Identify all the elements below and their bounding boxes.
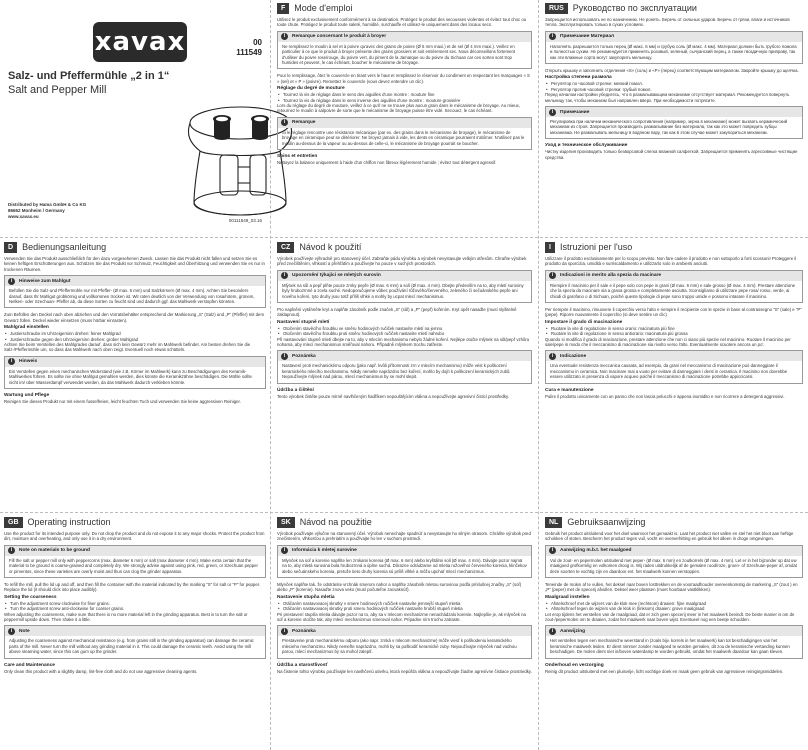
warning-note-box — [4, 356, 266, 389]
box-title: Poznámka — [292, 353, 316, 359]
box-body: Adjusting the coarseness against mechanical resistance (e.g. from grains still in the grinding apparatus) can damage the ceramic parts of the mill. Never turn the mill without any grinding material in it. This could damage the ceramic teeth. Avoid using the mill above steaming water, since this can gum up the grinder. — [9, 638, 254, 655]
subheading-coarseness: Maalgraad instellen — [545, 594, 590, 600]
box-header — [546, 626, 802, 636]
info-icon: i — [281, 547, 288, 554]
adjust-paragraph: Lors du réglage du degré de mouture, veillez à ce qu'il ne se trouve plus aucun grain dans le mécanisme de broyage. Au mieux, retournez le moulin à salpoivre de sorte que le mécanisme de broyage puisse être vidé. Secouez, le cas échéant. — [277, 103, 521, 114]
box-header — [5, 626, 265, 636]
warning-note-box — [277, 625, 532, 658]
title-en: Salt and Pepper Mill — [8, 84, 107, 96]
box-header — [546, 107, 802, 117]
warning-note-box — [545, 350, 803, 383]
language-code: RUS — [545, 3, 568, 14]
box-header — [546, 351, 802, 361]
language-code: SK — [277, 517, 295, 528]
info-icon: i — [281, 272, 288, 279]
intro-paragraph: Výrobok používajte výlučne na stanovený účel. Výrobok nenechajte spadnúť a nevystavujte ho silným otrasom. Chráňte výrobok pred znečistením, vlhkosťou a prehriatím a používajte ho len v suchom prostredí. — [277, 531, 531, 542]
bullet-fine: • Tournez la vis de réglage dans le sens des aiguilles d'une montre : mouture fine — [277, 92, 532, 97]
material-note-box — [4, 275, 266, 308]
adjust-paragraph: Перед началом настройки убедитесь, что в размалывающем механизме отсутствует материал. Рекомендуется повернуть мельницу так, чтобы механизм был направлен вверх. При необходимости потрясите. — [545, 92, 790, 103]
model-number: 111549 — [236, 48, 262, 57]
title-de: Salz- und Pfeffermühle „2 in 1“ — [8, 70, 170, 82]
box-body: Mlynček na soľ a korenie naplňte len zrnkami korenia (Ø max. 6 mm) alebo kryštálmi soli (Ø max. 4 mm). Dávajte pozor najmä na to, aby mletá surovina bola hrubozrnná a úplne suchá. Dôrazne odrádzame od mletia ružového/ červeného korenia, klinčekov alebo sečuánskeho korenia, pretože tieto druhy korenia sú príliš vlhké a môžu upchať mlecí mechanizmus. — [282, 557, 527, 574]
box-header — [278, 32, 531, 42]
distributor-line-1: Distributed by Hama GmbH & Co KG — [8, 202, 87, 207]
language-code: F — [277, 3, 289, 14]
section-title: Návod na použitie — [299, 517, 372, 527]
fill-paragraph: Mlynček naplňte tak, že odstránite vrchnák smerom nahor a naplňte zásobník mletou surovinou podľa príslušnej značky „S“ (soľ) alebo „P“ (korenie). Nasaďte znova veko (musí počuteľne zacvaknúť). — [277, 582, 522, 593]
adjust-paragraph: Pri prestavení stupňa mletia dávajte pozor na to, aby sa v mlecom mechanizme nenachádzalo korenie. Najlepšie je, ak mlynček na soľ a korenie otočíte tak, aby mlecí mechanizmus smeroval nahor. Prípadne ním trochu zatraste. — [277, 611, 526, 623]
subheading-coarseness: Nastavenie stupňa mletia — [277, 594, 335, 600]
section-header — [4, 242, 266, 253]
box-header — [546, 546, 802, 556]
distributor-line-2: 86652 Monheim / Germany — [8, 208, 65, 213]
care-paragraph: Na čistenie tohto výrobku používajte len navlhčenú utierku, ktorá nepúšťa vlákna a nepoužívajte žiadne agresívne čistiace prostriedky. — [277, 668, 532, 674]
subheading-care: Cura e manutenzione — [545, 387, 594, 393]
warning-note-box — [277, 350, 532, 383]
box-body: Befüllen Sie die Salz-und Pfeffermühle nur mit Pfeffer- (Ø max. 6 mm) und Salzkörnern (Ø max. 4 mm). Achten Sie besonders darauf, dass Ihr Mahlgut grobkörnig und vollkommen trocken ist. Wir raten deutlich von der Verwendung von rosa/rotem, grünem, Nelken- oder Szechuan- Pfeffer ab, da diese Sorten zu feucht sind und dadurch ggf. das Mahlwerk verstopfen könnten. — [9, 288, 255, 305]
intro-paragraph: Verwenden Sie das Produkt ausschließlich für den dazu vorgesehenen Zweck. Lassen Sie das Produkt nicht fallen und setzen Sie es keinen heftigen Erschütterungen aus. Schützen Sie das Produkt vor Schmutz, Feuchtigkeit und Überhitzung und verwenden Sie es nur in trockenen Räumen. — [4, 256, 265, 272]
warning-note-box — [4, 625, 266, 658]
box-body: Наполнять разрешается только перец (Ø макс. 6 мм) и грубую соль (Ø макс. 4 мм). Материал должен быть грубого помола и полностью сухим. Не рекомендуется применять розовый, зеленый, сычуанский перец, а также гвоздичную приправу, так как эти влажные сорта могут закупорить мельницу. — [550, 43, 797, 60]
box-title: Примечание Материал — [560, 34, 615, 40]
box-title: Примечание — [560, 109, 590, 115]
fill-paragraph: Per riempire il macinino, rimuovere il coperchio verso l'alto e riempire il recipiente con le spezie in base al contrassegno "S" (sale) e "P" (pepe). Riporre nuovamente il coperchio (si deve sentire un clic) — [545, 307, 802, 318]
xavax-logo: xavax — [93, 22, 187, 62]
intro-paragraph: Utilisez le produit exclusivement conformément à sa destination. Protégez le produit des secousses violentes et évitez tout choc ou toute chute. Protégez le produit toute saleté, humidité, surchauffe et utilisez-le uniquement dans des locaux secs. — [277, 17, 527, 28]
section-d — [4, 242, 266, 510]
bullet-coarse: • Justierschraube gegen den Uhrzeigersinn drehen: grober Mahlgrad — [4, 337, 266, 342]
intro-paragraph: Utilizzare il prodotto esclusivamente per lo scopo previsto. Non fare cadere il prodotto e non sottoporlo a forti scossoni! Proteggere il prodotto da sporcizia, umidità e surriscaldamento e utilizzarlo solo in ambienti asciutti. — [545, 256, 797, 267]
section-title: Návod k použití — [299, 242, 362, 252]
fill-paragraph: Zum Befüllen den Deckel nach oben abziehen und den Vorratsbehälter entsprechend der Markierung „S“ (Salz) und „P“ (Pfeffer) mit dem Gewürz füllen. Deckel wieder einsetzen (muss hörbar einrasten). — [4, 312, 265, 323]
box-title: Informácia k mletej surovine — [292, 548, 357, 554]
box-title: Hinweis — [19, 359, 38, 365]
bullet-fine: • Justierschraube im Uhrzeigersinn drehen: feiner Mahlgrad — [4, 331, 266, 336]
info-icon: i — [8, 278, 15, 285]
section-sk — [277, 517, 532, 747]
section-title: Mode d'emploi — [294, 3, 353, 13]
warning-note-box — [277, 117, 532, 150]
fill-paragraph: Pour le remplissage, ôtez le couvercle en tirant vers le haut et remplissez le réservoir du condiment en respectant les marquages « S » (sel) et « P » (poivre). Remettez le couvercle (vous devez entendre un clic). — [277, 73, 530, 84]
subheading-care: Soins et entretien — [277, 154, 318, 160]
intro-paragraph: Výrobek používejte výhradně pro stanovený účel. Zabraňte pádu výrobku a výrobek nevystavujte velkým otřesům. Chraňte výrobek před znečištěním, vlhkostí a přehřátím a používejte ho pouze v suchých prostorách. — [277, 256, 527, 267]
box-title: Upozornění týkající se mletých surovin — [292, 273, 381, 279]
subheading-coarseness: Impostare il grado di macinazione — [545, 319, 623, 325]
box-title: Indicazione — [560, 353, 587, 359]
care-paragraph: Reinig dit product uitsluitend met een pluisvrije, licht vochtige doek en maak geen gebruik van agressieve reinigingsmiddelen. — [545, 668, 784, 674]
section-header — [277, 3, 532, 14]
care-paragraph: Nettoyez la balance uniquement à l'aide d'un chiffon non fibreux légèrement humide ; évitez tout détergent agressif. — [277, 160, 497, 166]
bullet-fine: • Ruotare la vite di regolazione in senso orario: macinatura più fine — [545, 326, 803, 331]
box-body: Vul de zout- en pepermolen uitsluitend met peper- (Ø max. 6 mm) en zoutkorrels (Ø max. 4 mm). Let er in het bijzonder op dat uw maalgoed grofkorrelig en volkomen droog is. Wij raden uitdrukkelijk af de gemalen rood/roze, groen- of Szechuan-peper af, omdat deze soorten te vochtig zijn en daardoor evt. het maalwerk kunnen verstoppen. — [550, 557, 797, 574]
box-title: Remarque concernant le produit à broyer — [292, 34, 387, 40]
distributor-line-3: www.xavax.eu — [8, 214, 39, 219]
bullet-coarse: • Otočením stavěcího šroubku proti směru hodinových ručiček nastavíte mletí nahrubo — [277, 331, 532, 336]
adjust-paragraph: Let erop tijdens het verstellen van de maalgraad, dat er zich geen specerij meer in het maalwerk bevindt. De beste manier is om de zout-/pepermolen om te draaien, zodat het maalwerk naar boven wijst. Eventueel nog een beetje schudden. — [545, 611, 795, 623]
info-icon: i — [549, 272, 556, 279]
box-title: Hinweise zum Mahlgut — [19, 278, 71, 284]
box-body: Ne remplissez le moulin à sel et à poivre qu'avec des grains de poivre (Ø 6 mm maxi.) et de sel (Ø 4 mm maxi.). Veillez en particulier à ce que le produit à broyer présente des grains grossiers et soit entièrement sec. Nous déconseillons fortement d'utiliser du poivre rose/rouge, du poivre vert, du piment de la Jamaïque ou du poivre du Sichuan car ces sortes sont trop humides et peuvent, le cas échéant, boucher le mécanisme de broyage. — [282, 43, 516, 66]
care-paragraph: Reinigen Sie dieses Produkt nur mit einem fusselfreien, leicht feuchten Tuch und verwenden Sie keine aggressiven Reiniger. — [4, 399, 241, 405]
material-note-box — [4, 545, 266, 578]
section-gb — [4, 517, 266, 747]
box-title: Note — [19, 628, 30, 634]
box-header — [546, 271, 802, 281]
material-note-box — [277, 545, 532, 578]
subheading-care: Уход и техническое обслуживание — [545, 143, 628, 149]
bullet-coarse: • Afstelschroef tegen de wijzers van de klok in (linksom) draaien: grove maalgraad — [545, 606, 803, 611]
section-title: Gebruiksaanwijzing — [567, 517, 646, 527]
subheading-care: Care and Maintenance — [4, 662, 55, 668]
info-icon: i — [549, 109, 556, 116]
model-prefix: 00 — [253, 38, 262, 47]
subheading-care: Údržba a starostlivosť — [277, 662, 328, 668]
adjust-paragraph: Achten Sie beim Verstellen des Mahlgrades darauf, dass sich kein Gewürz mehr im Mahlwerk befindet. Am besten drehen Sie die Salz-/Pfeffermühle um, so dass das Mahlwerk nach oben zeigt. Eventuell noch etwas schütteln. — [4, 342, 251, 353]
info-icon: i — [8, 547, 15, 554]
bullet-coarse: • Otáčaním nastavovacej skrutky proti smeru hodinových ručičiek nastavíte hrubší stupeň mletia — [277, 606, 532, 611]
fill-paragraph: To refill the mill, pull the lid up and off, and then fill the container with the material indicated by the marking "S" for salt or "P" for pepper. Replace the lid (it should click into place audibly). — [4, 582, 261, 593]
language-code: D — [4, 242, 17, 253]
material-note-box — [277, 270, 532, 303]
info-icon: i — [281, 628, 288, 635]
box-header — [5, 276, 265, 286]
fill-paragraph: Pro naplnění vytáhněte kryt a naplňte zásobník podle značek „S“ (sůl) a „P“ (pepř) kořením. Kryt opět nasaďte (musí slyšitelně zaklapnout). — [277, 307, 517, 318]
language-code: CZ — [277, 242, 294, 253]
doc-code: 00111549_03.16 — [228, 218, 262, 223]
language-code: NL — [545, 517, 562, 528]
box-header — [278, 351, 531, 361]
box-body: Riempire il macinino per il sale e il pepe solo con pepe in grani (Ø max. 6 mm) e sale grosso (Ø max. 4 mm). Prestare attenzione che la spezia da macinare sia a grana grossa e completamente asciutta. Sconsigliamo di utilizzare pepe rosa/ rosso, verde, ai chiodi di garofano o di Sichuan, poiché queste tipologie di pepe sono troppo umide e possono intasare il macinino. — [550, 282, 796, 299]
section-title: Bedienungsanleitung — [22, 242, 107, 252]
subheading-care: Onderhoud en verzorging — [545, 662, 604, 668]
box-header — [546, 32, 802, 42]
info-icon: i — [549, 353, 556, 360]
section-header — [277, 517, 532, 528]
material-note-box — [277, 31, 532, 70]
info-icon: i — [549, 33, 556, 40]
box-body: Prestavenie proti mechanickému odporu (ako napr. zrnká v mlecom mechanizme) môže viesť k poškodeniu keramického mlecieho mechanizmu. Nikdy nemeľte naprázdno, mohli by sa poškodiť keramické zuby. Nepoužívajte mlynček nad vodnou parou, mlecí mechanizmus by sa mohol zalepiť. — [282, 638, 517, 655]
care-paragraph: Pulire il prodotto unicamente con un panno che non lascia pelucchi e appena inumidito e non ricorrere a detergenti aggressivi. — [545, 393, 785, 399]
box-title: Indicazioni in merito alla spezia da macinare — [560, 273, 662, 279]
bullet-fine: • Otáčaním nastavovacej skrutky v smere hodinových ručičiek nastavíte jemnejší stupeň mletia — [277, 601, 532, 606]
box-body: Het verstellen tegen een mechanische weerstand in (zoals bijv. korrels in het maalwerk) kan tot beschadigingen van het keramische maalwerk leiden. Er dient nimmer zonder maalgoed te worden gemalen, dit zou de keramische vertanding kunnen beschadigen. De molen dient niet in/boven waterdamp te worden gebruikt, omdat het maalwerk daardoor kan gaan kleven. — [550, 638, 790, 655]
care-paragraph: Чистку изделия производить только безворсовой слегка влажной салфеткой. Запрещается применять агрессивные чистящие средства. — [545, 149, 798, 160]
box-header — [278, 271, 531, 281]
subheading-coarseness: Настройка степени размола — [545, 75, 612, 81]
info-icon: i — [281, 119, 288, 126]
box-header — [5, 546, 265, 556]
box-header — [278, 118, 531, 128]
intro-paragraph: Запрещается использовать не по назначению. Не ронять. Беречь от сильных ударов. Беречь от грязи, влаги и источников тепла. Эксплуатировать только в сухих условиях. — [545, 17, 790, 28]
bullet-fine: • Turn the adjustment screw clockwise for finer grains. — [4, 601, 266, 606]
subheading-coarseness: Mahlgrad einstellen — [4, 325, 49, 331]
box-body: Mlýnek na sůl a pepř plňte pouze zrnky pepře (Ø max. 6 mm) a solí (Ø max. 4 mm). Dbejte především na to, aby mletí suroviny byly hrubozrnné a zcela suché. Nedoporučujeme vůbec používání růžového/červeného, zeleného či sečuánského pepře ani nového koření, tyto druhy jsou totiž příliš vlhké a mohly by ucpat mlecí mechanismus. — [282, 282, 524, 299]
material-note-box — [545, 270, 803, 303]
bullet-coarse: • Tournez la vis de réglage dans le sens inverse des aiguilles d'une montre : mouture grossière — [277, 98, 532, 103]
info-icon: i — [549, 547, 556, 554]
section-i — [545, 242, 803, 510]
care-paragraph: Tento výrobek čistěte pouze mírně navlhčeným hadříkem nepouštějícím vlákna a nepoužívejte agresivní čisticí prostředky. — [277, 393, 510, 399]
bullet-fine: • Otočením stavěcího šroubku ve směru hodinových ručiček nastavíte mletí na jemno — [277, 326, 532, 331]
subheading-coarseness: Setting the coarseness — [4, 594, 57, 600]
bullet-fine: • Afstelschroef met de wijzers van de klok mee (rechtsom) draaien: fijne maalgraad — [545, 601, 803, 606]
box-title: Note on materials to be ground — [19, 548, 90, 554]
section-f — [277, 3, 532, 235]
section-header — [4, 517, 266, 528]
box-body: Nastavení proti mechanickému odporu (jako např. kvůli přítomnosti zrn v mlecím mechanismu) může vést k poškození keramického mlecího mechanismu. Nikdy nemelte naprázdno bez koření, mohlo by dojít k poškození keramických zubů. Nepoužívejte mlýnek nad párou, mlecí mechanismus by se mohl slepit. — [282, 363, 511, 380]
box-body: Si le réglage rencontre une résistance mécanique (par ex. des grains dans le mécanisme de broyage), le mécanisme de broyage en céramique peut se détériorer. Ne broyez jamais à vide, les dents en céramique pourraient s'abîmer. N'utilisez pas le moulin au-dessus de la vapeur ou au-dessus de celle-ci, le mécanisme de broyage pourrait se boucher. — [282, 129, 525, 146]
subheading-care: Wartung und Pflege — [4, 393, 50, 399]
box-title: Poznámka — [292, 628, 316, 634]
bullet-fine: • Регулятор по часовой стрелке: мелкий помол. — [545, 81, 803, 86]
intro-paragraph: Gebruik het product uitsluitend voor het doel waarvoor het gemaakt is. Laat het product niet vallen en stel het niet bloot aan heftige schokken of stoten. Bescherm het product tegen vuil, vocht en oververhitting en gebruik het alleen in droge omgevingen. — [545, 531, 794, 542]
section-rus — [545, 3, 803, 235]
language-code: GB — [4, 517, 23, 528]
box-body: Регулировка при наличии механического сопротивления (например, зерна в механизме) может вызвать керамический механизм из строя. Запрещается производить размалывание без материала, так как это может повредить зубцы механизма. Не размалывать мельницу в водяном пару, так как в этом случае может закупориться механизм. — [550, 119, 788, 135]
adjust-paragraph: When adjusting the coarseness, make sure that there is no more material left in the grinding apparatus. Best is to turn the salt or peppermill upside down. Then shake it a little. — [4, 611, 248, 623]
warning-note-box — [545, 625, 803, 658]
section-cz — [277, 242, 532, 510]
adjust-paragraph: Při nastavování stupně mletí dbejte na to, aby v mlecím mechanismu nebylo žádné koření. Nejlépe otočte mlýnek na sůl/pepř vzhůru nohama, aby mlecí mechanismus směřoval nahoru. Případně mlýnkem trochu zatřeste. — [277, 336, 530, 348]
info-icon: i — [281, 353, 288, 360]
info-icon: i — [549, 628, 556, 635]
bullet-coarse: • Ruotare la vite di regolazione in senso antiorario: macinatura più grossa — [545, 331, 803, 336]
box-body: Ein Verstellen gegen einen mechanischen Widerstand (wie z.B. Körner im Mahlwerk) kann zu Beschädigungen des Keramik-Mahlwerkes führen. Es sollte nie ohne Mahlgut gemahlen werden, dies könnte die Keramikzähne beschädigen. Die Mühle sollte nicht im/ über Wasserdampf verwendet werden, da das Mahlwerk dadurch verkleben könnte. — [9, 368, 252, 385]
box-header — [5, 357, 265, 367]
box-header — [278, 546, 531, 556]
language-code: I — [545, 242, 555, 253]
material-note-box — [545, 545, 803, 578]
section-title: Istruzioni per l'uso — [559, 242, 633, 252]
care-paragraph: Only clean this product with a slightly damp, lint-free cloth and do not use aggressive cleaning agents. — [4, 668, 198, 674]
bullet-coarse: • Turn the adjustment screw anti-clockwise for coarser grains. — [4, 606, 266, 611]
box-body: Fill the salt or pepper mill only with peppercorns (max. diameter 6 mm) or salt (max diameter 4 mm). Make extra certain that the material to be ground is coarse-grained and completely dry. We strongly advise against using pink, red, green, or Szechuan pepper or pimentos, since these varieties are overly moist and thus can clog the grinder apparatus. — [9, 557, 258, 574]
box-body: Una eventuale resistenza meccanica causata, ad esempio, da grani nel meccanismo di macinazione può danneggiare il meccanismo in ceramica. Non macinare mai a vuoto per evitare di danneggiare i denti in ceramica. Il macinino non dovrebbe essere utilizzato in presenza di vapore acqueo poiché il meccanismo di macinazione potrebbe appiccicarsi. — [550, 363, 788, 380]
section-nl — [545, 517, 803, 747]
section-title: Руководство по эксплуатации — [572, 3, 697, 13]
section-header — [277, 242, 532, 253]
box-header — [278, 626, 531, 636]
section-header — [545, 517, 803, 528]
info-icon: i — [8, 358, 15, 365]
warning-note-box — [545, 106, 803, 139]
fill-paragraph: Teneinde de molen af te vullen, het deksel naar boven losttrekken en de voorraadhouder overeenkomstig de markering „S“ (zout ) en „P“ (peper) met de specerij afvullen. Deksel weer plaatsen (moet hoorbaar vastklikken). — [545, 582, 798, 593]
box-title: Aanwijzing m.b.t. het maalgoed — [560, 548, 632, 554]
adjust-paragraph: Quando si modifica il grado di macinazione, prestare attenzione che non ci siano più spezie nel macinino. Ruotare il macinino per sale/pepe in modo che il meccanismo di macinazione sia rivolto verso l'alto. Eventualmente scuotere ancora un po'. — [545, 336, 791, 348]
info-icon: i — [281, 33, 288, 40]
fill-paragraph: Открыть крышку и заполнить отделения «S» (соль) и «P» (перец) соответствующим материалом. Закройте крышку до щелчка. — [545, 68, 799, 74]
material-note-box — [545, 31, 803, 64]
subheading-coarseness: Réglage du degré de mouture — [277, 86, 345, 92]
subheading-coarseness: Nastavení stupně mletí — [277, 319, 330, 325]
section-header — [545, 3, 803, 14]
subheading-care: Údržba a čištění — [277, 387, 314, 393]
box-title: Aanwijzing — [560, 628, 586, 634]
box-title: Remarque — [292, 120, 316, 126]
section-header — [545, 242, 803, 253]
info-icon: i — [8, 628, 15, 635]
section-title: Operating instruction — [27, 517, 111, 527]
intro-paragraph: Use the product for its intended purpose only. Do not drop the product and do not expose it to any major shocks. Protect the product from dirt, moisture and overheating, and only use it in a dry environment. — [4, 531, 265, 542]
bullet-coarse: • Регулятор против часовой стрелки: грубый помол. — [545, 87, 803, 92]
